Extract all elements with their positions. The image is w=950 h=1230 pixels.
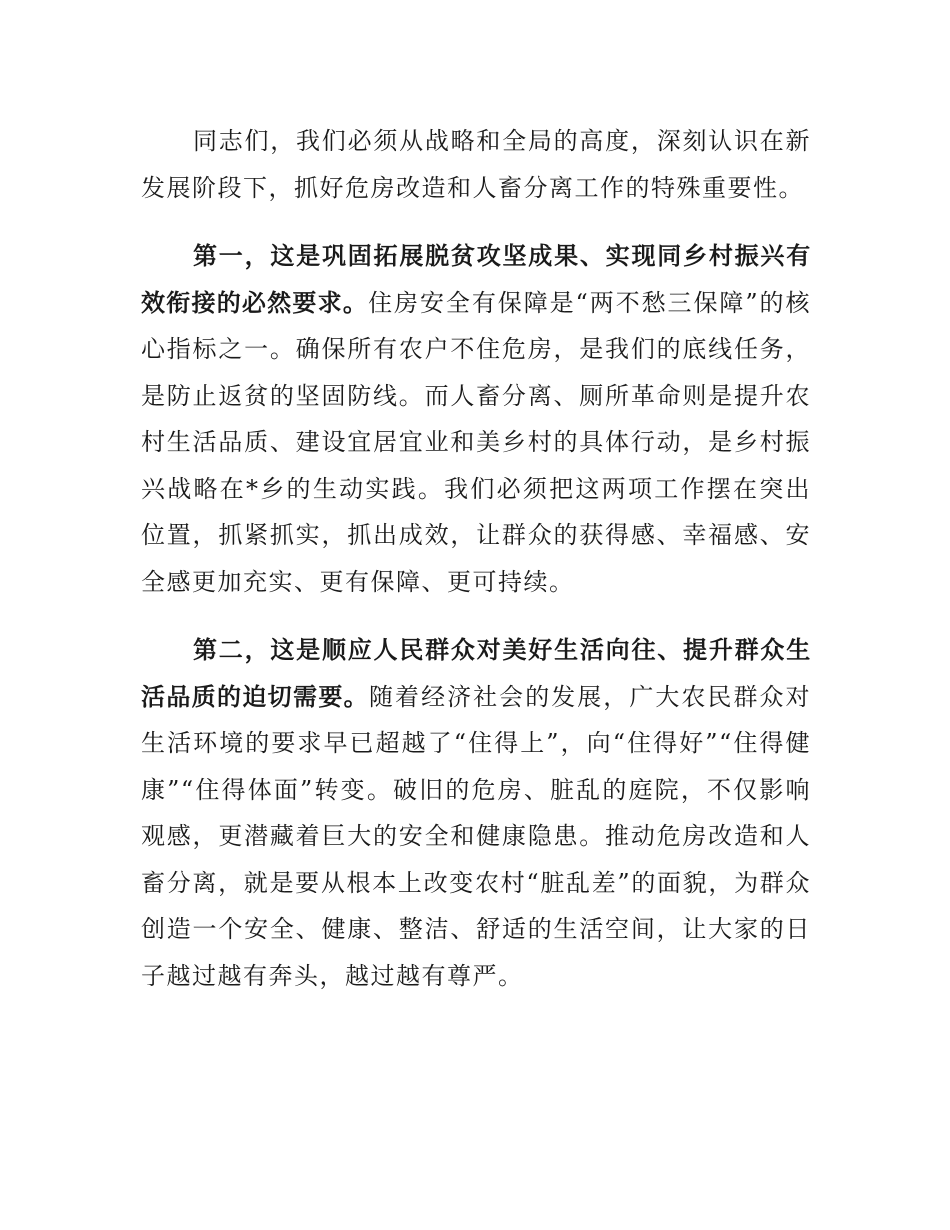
paragraph-point-one-text: 住房安全有保障是“两不愁三保障”的核心指标之一。确保所有农户不住危房，是我们的底线任务，是防止返贫的坚固防线。而人畜分离、厕所革命则是提升农村生活品质、建设宜居宜业和美乡村的具体行动，是乡村振兴战略在*乡的生动实践。我们必须把这两项工作摆在突出位置，抓紧抓实，抓出成效，让群众的获得感、幸福感、安全感更加充实、更有保障、更可持续。: [141, 288, 811, 596]
paragraph-intro: [141, 118, 811, 211]
paragraph-point-two: [141, 627, 811, 999]
paragraph-point-two-text: 随着经济社会的发展，广大农民群众对生活环境的要求早已超越了“住得上”，向“住得好”“住得健康”“住得体面”转变。破旧的危房、脏乱的庭院，不仅影响观感，更潜藏着巨大的安全和健康隐患。推动危房改造和人畜分离，就是要从根本上改变农村“脏乱差”的面貌，为群众创造一个安全、健康、整洁、舒适的生活空间，让大家的日子越过越有奔头，越过越有尊严。: [141, 682, 812, 990]
document-body: [141, 118, 811, 1021]
paragraph-point-two-lead: 第二，这是顺应人民群众对美好生活向往、提升群众生活品质的迫切需要。: [141, 636, 811, 711]
paragraph-intro-text: 同志们，我们必须从战略和全局的高度，深刻认识在新发展阶段下，抓好危房改造和人畜分离工作的特殊重要性。: [141, 127, 811, 202]
paragraph-point-one: [141, 233, 811, 605]
paragraph-point-one-lead: 第一，这是巩固拓展脱贫攻坚成果、实现同乡村振兴有效衔接的必然要求。: [141, 242, 811, 317]
